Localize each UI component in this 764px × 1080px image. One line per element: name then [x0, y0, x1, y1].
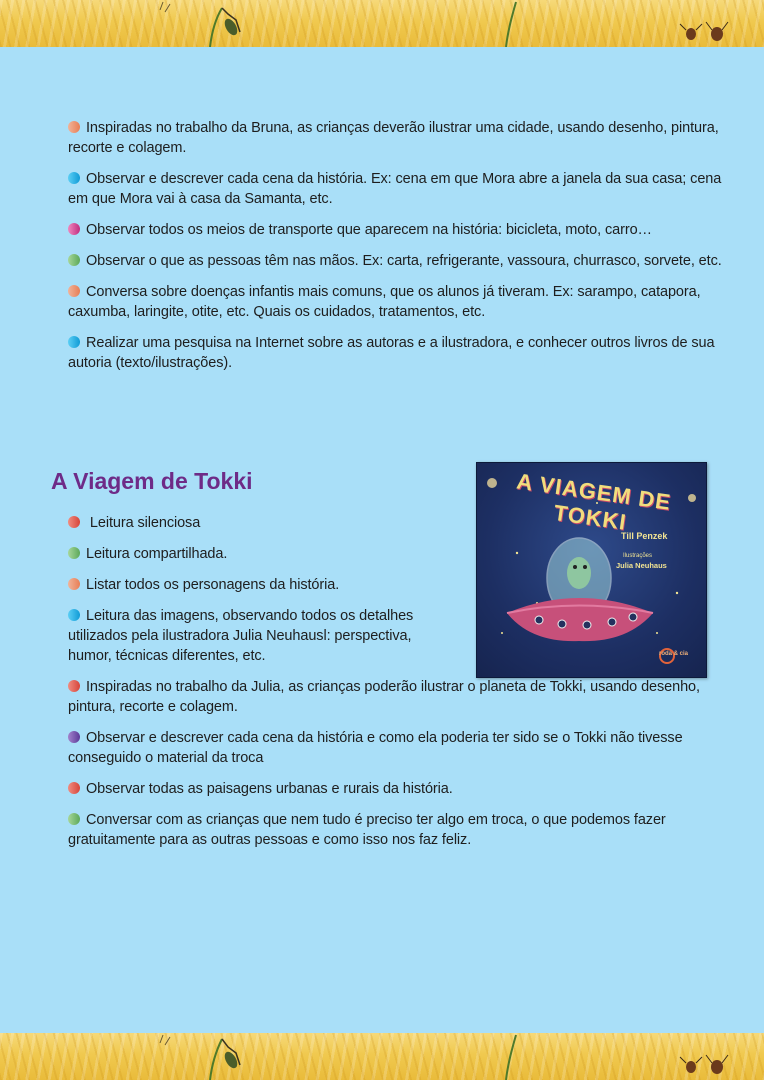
bullet-dot-icon [68, 516, 80, 528]
book-cover-illustrations-label: Ilustrações [623, 553, 653, 559]
bullet-dot-icon [68, 223, 80, 235]
publisher-logo: roda & cia [659, 651, 689, 657]
bullet-dot-icon [68, 731, 80, 743]
list-item: Conversar com as crianças que nem tudo é preciso ter algo em troca, o que podemos fazer gratuitamente para as outras pessoas e como isso nos faz feliz. [68, 812, 666, 848]
list-item: Observar todos os meios de transporte que aparecem na história: bicicleta, moto, carro… [68, 220, 728, 240]
list-item: Inspiradas no trabalho da Bruna, as crianças deverão ilustrar uma cidade, usando desenho, pintura, recorte e colagem. [68, 120, 719, 156]
activity-list-tokki [68, 513, 738, 861]
list-item: Observar todas as paisagens urbanas e rurais da história. [68, 779, 738, 799]
list-item: Observar o que as pessoas têm nas mãos. Ex: carta, refrigerante, vassoura, churrasco, sorvete, etc. [68, 251, 728, 271]
book-cover-author: Till Penzek [621, 531, 668, 541]
grass-insects-illustration [0, 1033, 764, 1080]
list-item: Leitura silenciosa [68, 513, 738, 533]
section-title: A Viagem de Tokki [51, 468, 253, 494]
bottom-decorative-border [0, 1033, 764, 1080]
list-item: Leitura compartilhada. [68, 544, 738, 564]
bullet-dot-icon [68, 285, 80, 297]
list-item: Conversa sobre doenças infantis mais comuns, que os alunos já tiveram. Ex: sarampo, catapora, caxumba, laringite, otite, etc. Quais os cuidados, tratamentos, etc. [68, 284, 701, 320]
bullet-dot-icon [68, 172, 80, 184]
list-item: Observar e descrever cada cena da história. Ex: cena em que Mora abre a janela da sua casa; cena em que Mora vai à casa da Samanta, etc. [68, 171, 722, 207]
bullet-dot-icon [68, 609, 80, 621]
bullet-dot-icon [68, 547, 80, 559]
book-cover-title: A VIAGEM DE TOKKI [515, 468, 673, 535]
bullet-dot-icon [68, 336, 80, 348]
book-cover-illustrator: Julia Neuhaus [616, 561, 667, 570]
bullet-dot-icon [68, 121, 80, 133]
list-item: Listar todos os personagens da história. [68, 575, 738, 595]
list-item: Observar e descrever cada cena da história e como ela poderia ter sido se o Tokki não tivesse conseguido o material da troca [68, 730, 683, 766]
activity-list-bruna [68, 118, 728, 384]
list-item: Leitura das imagens, observando todos os detalhes utilizados pela ilustradora Julia Neuhausl: perspectiva, humor, técnicas diferentes, etc. [68, 608, 414, 664]
list-item: Inspiradas no trabalho da Julia, as crianças poderão ilustrar o planeta de Tokki, usando desenho, pintura, recorte e colagem. [68, 679, 700, 715]
bullet-dot-icon [68, 578, 80, 590]
bullet-dot-icon [68, 813, 80, 825]
grass-insects-illustration [0, 0, 764, 47]
bullet-dot-icon [68, 680, 80, 692]
bullet-dot-icon [68, 254, 80, 266]
top-decorative-border [0, 0, 764, 47]
bullet-dot-icon [68, 782, 80, 794]
list-item: Realizar uma pesquisa na Internet sobre as autoras e a ilustradora, e conhecer outros livros de sua autoria (texto/ilustrações). [68, 335, 715, 371]
